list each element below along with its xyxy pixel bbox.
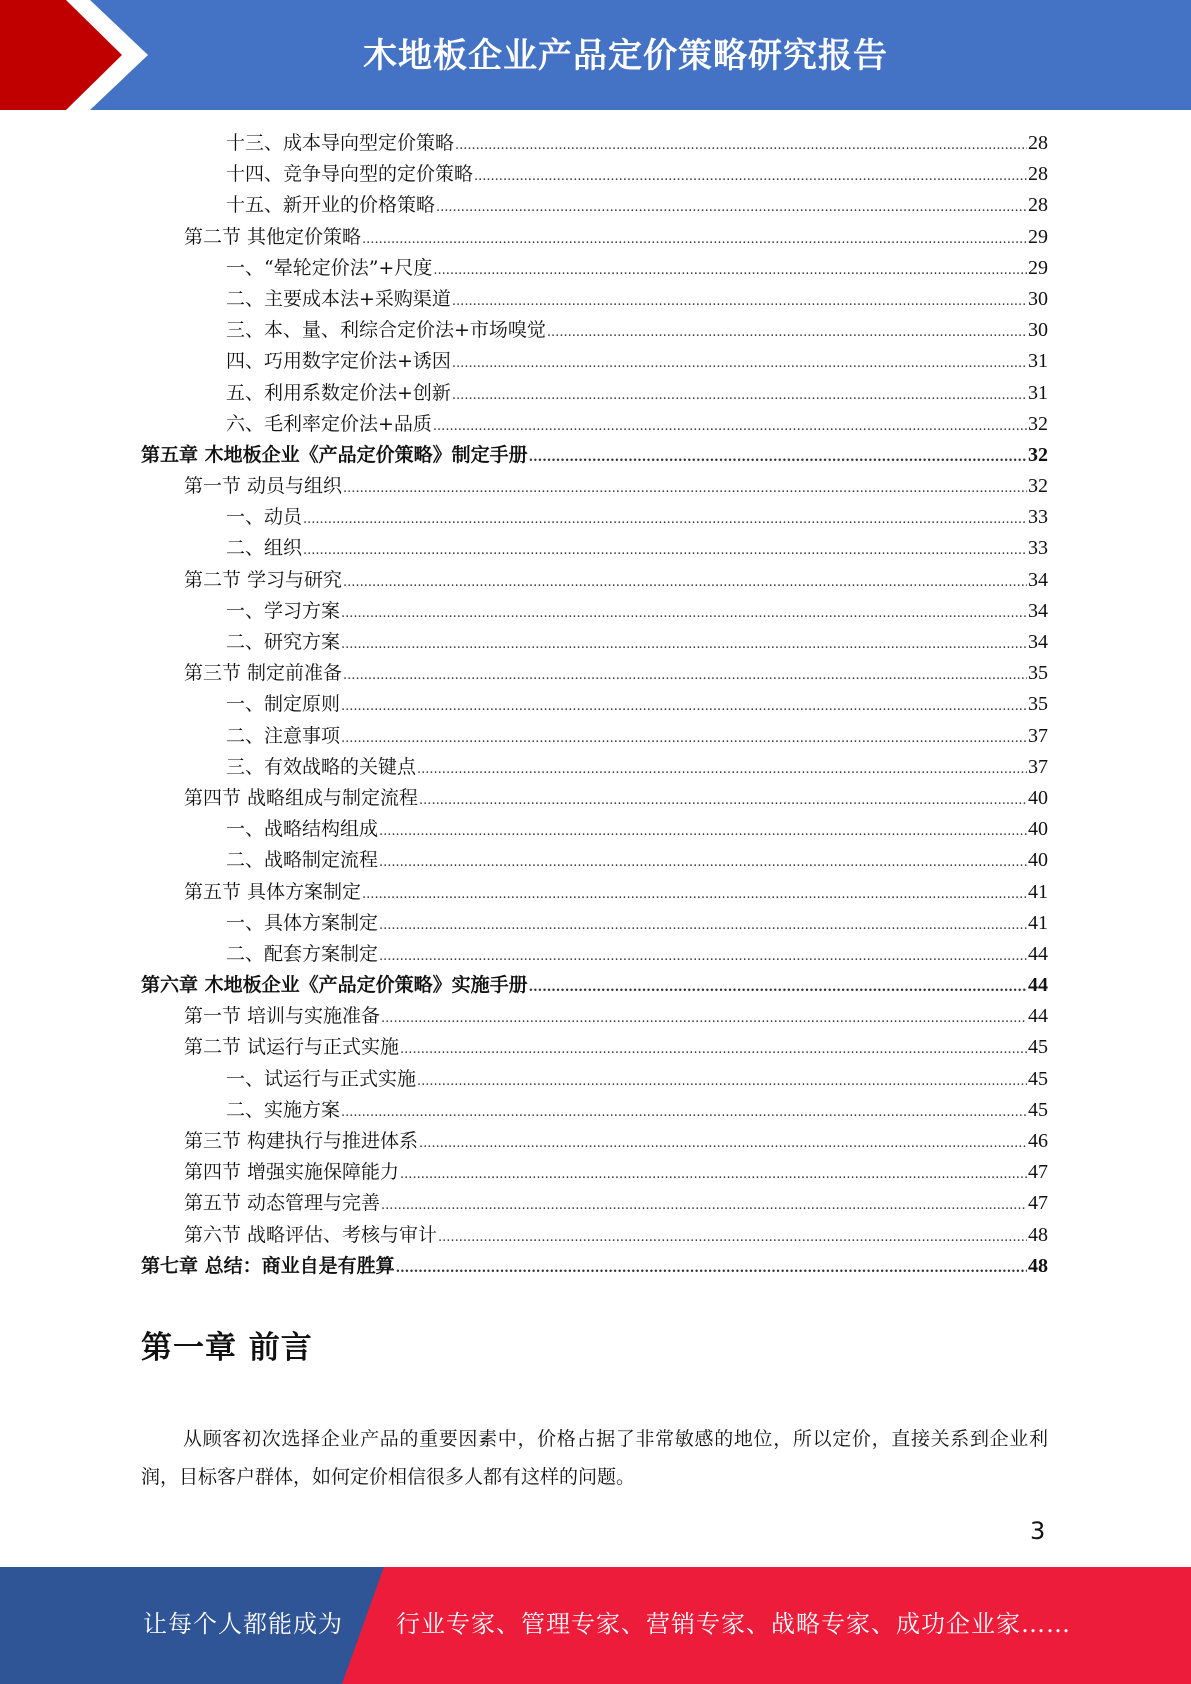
toc-page-number: 32 bbox=[1028, 412, 1048, 435]
toc-section-entry[interactable] bbox=[141, 783, 1048, 814]
toc-page-number: 37 bbox=[1028, 755, 1048, 778]
toc-section-entry[interactable] bbox=[141, 1157, 1048, 1188]
toc-page-number: 34 bbox=[1028, 568, 1048, 591]
toc-subsection-entry[interactable] bbox=[141, 814, 1048, 845]
toc-dot-leader bbox=[396, 1253, 1027, 1284]
toc-dot-leader bbox=[419, 785, 1027, 816]
toc-dot-leader bbox=[379, 816, 1027, 847]
toc-page-number: 45 bbox=[1028, 1067, 1048, 1090]
toc-page-number: 44 bbox=[1028, 1005, 1048, 1028]
toc-section-entry[interactable] bbox=[141, 1188, 1048, 1219]
toc-subsection-entry[interactable] bbox=[141, 315, 1048, 346]
toc-subsection-entry[interactable] bbox=[141, 190, 1048, 221]
toc-entry-title: 二、配套方案制定 bbox=[226, 942, 379, 965]
toc-dot-leader bbox=[455, 130, 1027, 161]
page-header bbox=[0, 0, 1191, 110]
toc-page-number: 41 bbox=[1028, 911, 1048, 934]
toc-dot-leader bbox=[433, 255, 1027, 286]
toc-dot-leader bbox=[547, 317, 1027, 348]
toc-entry-title: 十五、新开业的价格策略 bbox=[226, 194, 436, 217]
header-title: 木地板企业产品定价策略研究报告 bbox=[363, 36, 888, 76]
toc-entry-title: 一、学习方案 bbox=[226, 599, 341, 622]
toc-subsection-entry[interactable] bbox=[141, 378, 1048, 409]
toc-dot-leader bbox=[417, 754, 1027, 785]
toc-page-number: 47 bbox=[1028, 1192, 1048, 1215]
toc-entry-title: 第五节 具体方案制定 bbox=[184, 880, 362, 903]
toc-entry-title: 六、毛利率定价法+品质 bbox=[226, 412, 432, 435]
toc-entry-title: 第三节 构建执行与推进体系 bbox=[184, 1130, 419, 1152]
toc-entry-title: 二、注意事项 bbox=[226, 724, 341, 747]
toc-dot-leader bbox=[341, 629, 1027, 660]
toc-subsection-entry[interactable] bbox=[141, 1064, 1048, 1095]
toc-page-number: 46 bbox=[1028, 1130, 1048, 1152]
toc-page-number: 28 bbox=[1028, 194, 1048, 217]
toc-dot-leader bbox=[341, 723, 1027, 754]
toc-page-number: 30 bbox=[1028, 287, 1048, 310]
toc-page-number: 28 bbox=[1028, 132, 1048, 154]
toc-subsection-entry[interactable] bbox=[141, 409, 1048, 440]
toc-page-number: 45 bbox=[1028, 1036, 1048, 1059]
toc-entry-title: 第三节 制定前准备 bbox=[184, 662, 343, 685]
toc-entry-title: 二、实施方案 bbox=[226, 1098, 341, 1121]
toc-dot-leader bbox=[343, 660, 1027, 691]
toc-page-number: 40 bbox=[1028, 849, 1048, 872]
toc-dot-leader bbox=[341, 598, 1027, 629]
toc-page-number: 34 bbox=[1028, 599, 1048, 622]
toc-entry-title: 二、研究方案 bbox=[226, 631, 341, 653]
toc-entry-title: 第四节 战略组成与制定流程 bbox=[184, 786, 419, 809]
toc-dot-leader bbox=[400, 1159, 1027, 1190]
toc-dot-leader bbox=[381, 1003, 1027, 1034]
toc-entry-title: 五、利用系数定价法+创新 bbox=[226, 381, 451, 404]
toc-subsection-entry[interactable] bbox=[141, 627, 1048, 658]
toc-subsection-entry[interactable] bbox=[141, 689, 1048, 720]
toc-entry-title: 二、主要成本法+采购渠道 bbox=[226, 287, 451, 310]
toc-chapter-entry[interactable] bbox=[141, 1251, 1048, 1282]
toc-dot-leader bbox=[303, 504, 1027, 535]
toc-page-number: 30 bbox=[1028, 319, 1048, 342]
toc-dot-leader bbox=[341, 691, 1027, 722]
toc-subsection-entry[interactable] bbox=[141, 533, 1048, 564]
toc-entry-title: 四、巧用数字定价法+诱因 bbox=[226, 350, 451, 373]
toc-subsection-entry[interactable] bbox=[141, 346, 1048, 377]
toc-subsection-entry[interactable] bbox=[141, 908, 1048, 939]
toc-dot-leader bbox=[452, 380, 1027, 411]
toc-dot-leader bbox=[436, 192, 1027, 223]
toc-page-number: 29 bbox=[1028, 256, 1048, 279]
toc-page-number: 40 bbox=[1028, 818, 1048, 841]
toc-entry-title: 一、战略结构组成 bbox=[226, 818, 379, 841]
toc-page-number: 37 bbox=[1028, 724, 1048, 747]
page-footer bbox=[0, 1567, 1191, 1684]
toc-entry-title: 第五节 动态管理与完善 bbox=[184, 1192, 381, 1215]
toc-subsection-entry[interactable] bbox=[141, 1095, 1048, 1126]
toc-section-entry[interactable] bbox=[141, 1220, 1048, 1251]
toc-subsection-entry[interactable] bbox=[141, 284, 1048, 315]
toc-dot-leader bbox=[303, 535, 1027, 566]
toc-subsection-entry[interactable] bbox=[141, 502, 1048, 533]
toc-dot-leader bbox=[419, 1128, 1027, 1159]
toc-page-number: 35 bbox=[1028, 693, 1048, 716]
toc-dot-leader bbox=[438, 1222, 1027, 1253]
toc-section-entry[interactable] bbox=[141, 877, 1048, 908]
toc-page-number: 33 bbox=[1028, 506, 1048, 529]
toc-section-entry[interactable] bbox=[141, 1001, 1048, 1032]
toc-section-entry[interactable] bbox=[141, 565, 1048, 596]
toc-entry-title: 第四节 增强实施保障能力 bbox=[184, 1161, 400, 1184]
toc-entry-title: 一、制定原则 bbox=[226, 693, 341, 716]
footer-slogan-right: 行业专家、管理专家、营销专家、战略专家、成功企业家…… bbox=[396, 1610, 1071, 1638]
toc-section-entry[interactable] bbox=[141, 658, 1048, 689]
toc-dot-leader bbox=[452, 348, 1027, 379]
toc-subsection-entry[interactable] bbox=[141, 939, 1048, 970]
toc-page-number: 47 bbox=[1028, 1161, 1048, 1184]
toc-entry-title: 一、动员 bbox=[226, 506, 303, 529]
toc-section-entry[interactable] bbox=[141, 471, 1048, 502]
toc-entry-title: 一、“晕轮定价法”+尺度 bbox=[226, 256, 433, 279]
toc-subsection-entry[interactable] bbox=[141, 128, 1048, 159]
toc-dot-leader bbox=[343, 567, 1027, 598]
toc-dot-leader bbox=[341, 1097, 1027, 1128]
toc-subsection-entry[interactable] bbox=[141, 752, 1048, 783]
toc-subsection-entry[interactable] bbox=[141, 845, 1048, 876]
toc-entry-title: 第二节 试运行与正式实施 bbox=[184, 1036, 400, 1059]
toc-dot-leader bbox=[433, 411, 1027, 442]
toc-dot-leader bbox=[400, 1034, 1027, 1065]
toc-entry-title: 二、战略制定流程 bbox=[226, 849, 379, 872]
toc-entry-title: 三、有效战略的关键点 bbox=[226, 755, 417, 778]
toc-dot-leader bbox=[452, 286, 1027, 317]
toc-dot-leader bbox=[529, 972, 1027, 1003]
toc-page-number: 41 bbox=[1028, 880, 1048, 903]
page-number: 3 bbox=[1030, 1517, 1046, 1545]
body-paragraph: 从顾客初次选择企业产品的重要因素中，价格占据了非常敏感的地位，所以定价，直接关系到企业利润，目标客户群体，如何定价相信很多人都有这样的问题。 bbox=[141, 1428, 1048, 1488]
toc-subsection-entry[interactable] bbox=[141, 596, 1048, 627]
toc-dot-leader bbox=[362, 224, 1027, 255]
toc-page-number: 44 bbox=[1028, 974, 1048, 997]
toc-page-number: 48 bbox=[1028, 1223, 1048, 1246]
toc-dot-leader bbox=[343, 473, 1027, 504]
toc-entry-title: 第六节 战略评估、考核与审计 bbox=[184, 1223, 438, 1246]
toc-entry-title: 十四、竞争导向型的定价策略 bbox=[226, 163, 474, 186]
toc-page-number: 34 bbox=[1028, 631, 1048, 653]
toc-page-number: 44 bbox=[1028, 942, 1048, 965]
toc-entry-title: 第六章 木地板企业《产品定价策略》实施手册 bbox=[141, 974, 528, 997]
toc-page-number: 28 bbox=[1028, 163, 1048, 186]
toc-section-entry[interactable] bbox=[141, 222, 1048, 253]
toc-page-number: 40 bbox=[1028, 786, 1048, 809]
toc-entry-title: 一、具体方案制定 bbox=[226, 911, 379, 934]
table-of-contents bbox=[141, 128, 1048, 1282]
toc-dot-leader bbox=[379, 847, 1027, 878]
toc-section-entry[interactable] bbox=[141, 1126, 1048, 1157]
toc-chapter-entry[interactable] bbox=[141, 440, 1048, 471]
toc-page-number: 35 bbox=[1028, 662, 1048, 685]
toc-entry-title: 第五章 木地板企业《产品定价策略》制定手册 bbox=[141, 443, 528, 466]
toc-entry-title: 第七章 总结：商业自是有胜算 bbox=[141, 1254, 395, 1277]
toc-entry-title: 三、本、量、利综合定价法+市场嗅觉 bbox=[226, 319, 546, 342]
toc-entry-title: 第二节 学习与研究 bbox=[184, 568, 343, 591]
footer-slogan-left: 让每个人都能成为 bbox=[143, 1610, 343, 1638]
toc-subsection-entry[interactable] bbox=[141, 159, 1048, 190]
toc-page-number: 29 bbox=[1028, 225, 1048, 248]
toc-dot-leader bbox=[417, 1066, 1027, 1097]
toc-subsection-entry[interactable] bbox=[141, 721, 1048, 752]
toc-dot-leader bbox=[379, 910, 1027, 941]
toc-subsection-entry[interactable] bbox=[141, 253, 1048, 284]
toc-entry-title: 一、试运行与正式实施 bbox=[226, 1067, 417, 1090]
toc-dot-leader bbox=[379, 941, 1027, 972]
toc-page-number: 31 bbox=[1028, 381, 1048, 404]
toc-dot-leader bbox=[381, 1190, 1027, 1221]
toc-page-number: 48 bbox=[1028, 1254, 1048, 1277]
toc-page-number: 45 bbox=[1028, 1098, 1048, 1121]
toc-entry-title: 二、组织 bbox=[226, 537, 303, 560]
toc-entry-title: 第一节 动员与组织 bbox=[184, 475, 343, 498]
toc-entry-title: 第一节 培训与实施准备 bbox=[184, 1005, 381, 1028]
toc-chapter-entry[interactable] bbox=[141, 970, 1048, 1001]
toc-page-number: 33 bbox=[1028, 537, 1048, 560]
toc-section-entry[interactable] bbox=[141, 1032, 1048, 1063]
toc-entry-title: 十三、成本导向型定价策略 bbox=[226, 132, 455, 154]
toc-entry-title: 第二节 其他定价策略 bbox=[184, 225, 362, 248]
toc-dot-leader bbox=[529, 442, 1027, 473]
toc-page-number: 32 bbox=[1028, 475, 1048, 498]
chapter-title: 第一章 前言 bbox=[141, 1330, 313, 1366]
toc-page-number: 32 bbox=[1028, 443, 1048, 466]
toc-dot-leader bbox=[362, 879, 1027, 910]
toc-dot-leader bbox=[474, 161, 1027, 192]
toc-page-number: 31 bbox=[1028, 350, 1048, 373]
